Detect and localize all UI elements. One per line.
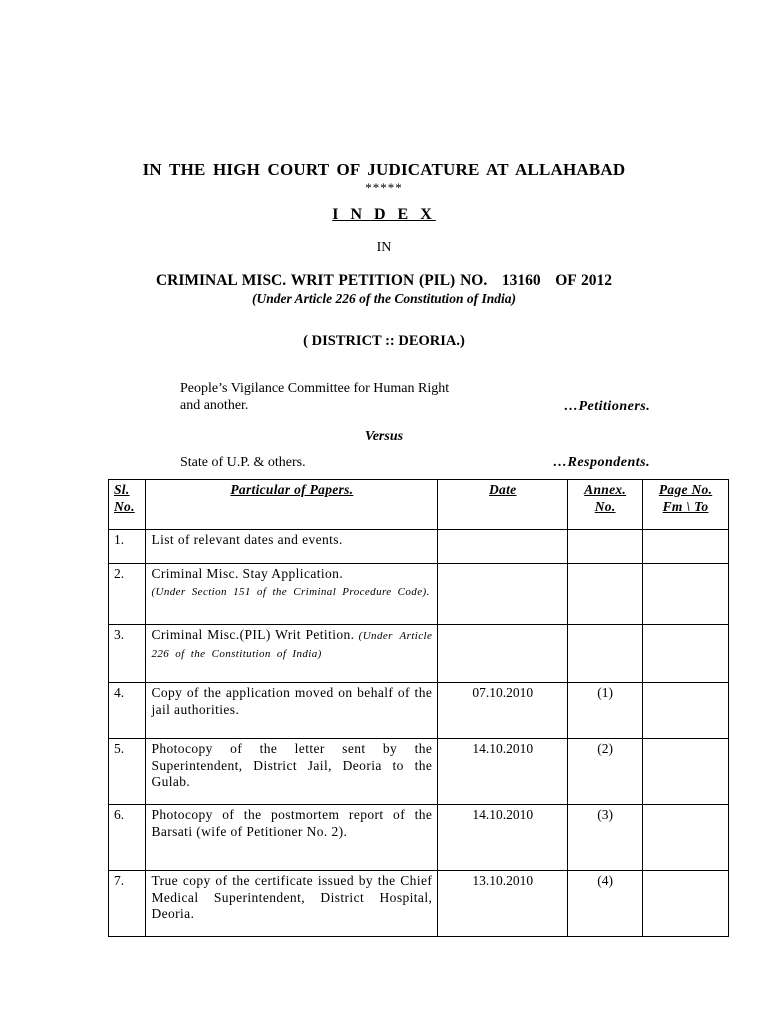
cell-page-no: [643, 683, 729, 739]
cell-sl-no: 7.: [109, 871, 146, 937]
cell-annex-no: (3): [568, 805, 643, 871]
cell-page-no: [643, 625, 729, 683]
table-header-row: [109, 480, 729, 530]
particular-note-text: (Under Article 226 of the Constitution of India): [151, 630, 433, 660]
cell-page-no: [643, 739, 729, 805]
header-particular: Particular of Papers.: [146, 480, 438, 530]
cell-particular: [146, 805, 438, 871]
particular-note-text: (Under Section 151 of the Criminal Procedure Code).: [151, 585, 430, 598]
particular-main-text: Photocopy of the letter sent by the Superintendent, District Jail, Deoria to the Gulab.: [151, 741, 433, 789]
cell-particular: [146, 625, 438, 683]
header-sl-no: Sl. No.: [109, 480, 146, 530]
district-line: ( DISTRICT :: DEORIA.): [303, 333, 465, 349]
table-row: [109, 530, 729, 564]
table-body: [109, 530, 729, 937]
cell-annex-no: [568, 625, 643, 683]
header-page: Page No. Fm \ To: [643, 480, 729, 530]
cell-sl-no: 6.: [109, 805, 146, 871]
index-title: [0, 206, 768, 224]
header-annex: Annex. No.: [568, 480, 643, 530]
particular-main-text: Criminal Misc. Stay Application.: [151, 566, 344, 581]
table-row: [109, 683, 729, 739]
cell-particular: [146, 530, 438, 564]
cell-sl-no: 2.: [109, 564, 146, 625]
respondent-role: …Respondents.: [553, 455, 651, 470]
cell-date: 13.10.2010: [438, 871, 568, 937]
cell-particular: [146, 739, 438, 805]
court-title: IN THE HIGH COURT OF JUDICATURE AT ALLAHABAD: [142, 160, 626, 179]
petitioner-name-line1: People’s Vigilance Committee for Human Right: [180, 381, 450, 396]
cell-page-no: [643, 530, 729, 564]
cell-date: [438, 564, 568, 625]
table-row: [109, 805, 729, 871]
versus-label: Versus: [364, 429, 404, 444]
article-line: (Under Article 226 of the Constitution of India): [252, 291, 516, 306]
cell-page-no: [643, 805, 729, 871]
particular-main-text: True copy of the certificate issued by the Chief Medical Superintendent, District Hospital, Deoria.: [151, 873, 433, 921]
cell-sl-no: 4.: [109, 683, 146, 739]
particular-main-text: List of relevant dates and events.: [151, 532, 343, 547]
table-row: [109, 739, 729, 805]
cell-annex-no: (1): [568, 683, 643, 739]
cell-annex-no: [568, 564, 643, 625]
table-row: [109, 871, 729, 937]
index-table: [108, 479, 729, 937]
index-title-text: I N D E X: [332, 206, 436, 223]
cell-particular: [146, 683, 438, 739]
cell-date: 14.10.2010: [438, 805, 568, 871]
stars-separator: *****: [365, 180, 403, 195]
petitioner-name-line2: and another.: [180, 398, 249, 413]
cell-page-no: [643, 564, 729, 625]
respondent-name: State of U.P. & others.: [180, 455, 306, 470]
cell-particular: [146, 871, 438, 937]
cell-sl-no: 5.: [109, 739, 146, 805]
cell-annex-no: (2): [568, 739, 643, 805]
header-date: Date: [438, 480, 568, 530]
cell-date: 14.10.2010: [438, 739, 568, 805]
cell-date: 07.10.2010: [438, 683, 568, 739]
cell-sl-no: 1.: [109, 530, 146, 564]
cell-annex-no: [568, 530, 643, 564]
particular-main-text: Copy of the application moved on behalf of the jail authorities.: [151, 685, 433, 717]
cell-page-no: [643, 871, 729, 937]
cell-date: [438, 530, 568, 564]
table-row: [109, 625, 729, 683]
petition-title: CRIMINAL MISC. WRIT PETITION (PIL) NO. 13160 OF 2012: [155, 272, 613, 289]
petitioner-role: …Petitioners.: [564, 399, 651, 414]
in-word: IN: [376, 240, 392, 255]
particular-main-text: Criminal Misc.(PIL) Writ Petition.: [151, 627, 355, 642]
cell-date: [438, 625, 568, 683]
cell-annex-no: (4): [568, 871, 643, 937]
table-row: [109, 564, 729, 625]
cell-sl-no: 3.: [109, 625, 146, 683]
particular-main-text: Photocopy of the postmortem report of the Barsati (wife of Petitioner No. 2).: [151, 807, 433, 839]
cell-particular: [146, 564, 438, 625]
